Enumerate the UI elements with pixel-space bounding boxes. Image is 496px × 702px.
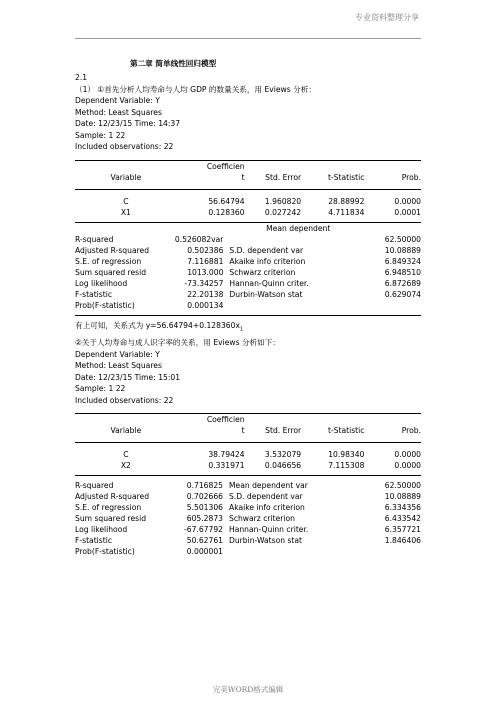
table-row: Prob(F-statistic) 0.000134 [75, 300, 224, 310]
section-number: 2.1 [75, 73, 88, 82]
table-row: X1 0.128360 0.027242 4.711834 0.0001 [120, 207, 421, 217]
variable-header: Variable [110, 172, 142, 182]
table-row: X2 0.331971 0.046656 7.115308 0.0000 [120, 461, 421, 470]
table-row: F-statistic 22.20138 Durbin-Watson stat 0.629074 [75, 289, 421, 299]
coef-header-top: Coefficien [206, 415, 245, 424]
document-body [75, 58, 421, 557]
part2-sample: Sample: 1 22 [75, 384, 126, 393]
part1-observations: Included observations: 22 [75, 142, 174, 151]
part2-dependent-variable: Dependent Variable: Y [75, 349, 160, 359]
variable-header: Variable [110, 426, 142, 435]
page-header [75, 8, 421, 39]
part2-coefficient-table [75, 414, 421, 475]
table-row: Prob(F-statistic) 0.000001 [75, 547, 223, 556]
part1-sample: Sample: 1 22 [75, 130, 126, 140]
part2-observations: Included observations: 22 [75, 395, 174, 405]
table-row: S.E. of regression 5.501306 Akaike info criterion 6.334356 [75, 503, 421, 512]
coef-header-bottom: t [241, 172, 245, 182]
mean-dep-label-top: Mean dependent [266, 223, 331, 233]
part2-method: Method: Least Squares [75, 361, 162, 370]
part1-date: Date: 12/23/15 Time: 14:37 [75, 119, 181, 128]
table-row: C 56.64794 1.960820 28.88992 0.0000 [123, 196, 421, 206]
part1-method: Method: Least Squares [75, 107, 162, 117]
table-row: Sum squared resid 1013.000 Schwarz criterion 6.948510 [75, 267, 421, 277]
coef-header-top: Coefficien [206, 161, 245, 171]
table-row: R-squared 0.716825 Mean dependent var 62.50000 [75, 481, 421, 490]
table-row: S.E. of regression 7.116881 Akaike info criterion 6.849324 [75, 256, 421, 266]
table-row: Adjusted R-squared 0.702666 S.D. dependent var 10.08889 [75, 492, 421, 501]
table-row: F-statistic 50.62761 Durbin-Watson stat 1.846406 [75, 536, 421, 545]
se-header: Std. Error [265, 426, 302, 435]
part1-bottom-rule [75, 315, 421, 316]
se-header: Std. Error [265, 172, 302, 182]
table-row: R-squared 0.526082var 62.50000 [75, 234, 421, 244]
table-row: Log likelihood -67.67792 Hannan-Quinn criter. 6.357721 [75, 525, 421, 534]
part2-mid-rule [75, 475, 421, 476]
prob-header: Prob. [401, 172, 421, 182]
prob-header: Prob. [401, 426, 421, 435]
part1-conclusion: 有上可知，关系式为 $y=56.64794+0.128360x_1$ [75, 320, 244, 333]
table-row: Adjusted R-squared 0.502386 S.D. dependent var 10.08889 [75, 245, 421, 255]
part2-intro: ②关于人均寿命与成人识字率的关系，用 Eviews 分析如下： [75, 338, 280, 347]
part1-coefficient-table [75, 161, 421, 222]
table-row: Sum squared resid 605.2873 Schwarz criterion 6.433542 [75, 514, 421, 523]
part2-date: Date: 12/23/15 Time: 15:01 [75, 372, 181, 382]
coef-header-bottom: t [241, 426, 245, 435]
chapter-title: 第二章 简单线性回归模型 [130, 59, 217, 68]
page-footer: 完美WORD格式编辑 [212, 685, 284, 694]
part1-dependent-variable: Dependent Variable: Y [75, 96, 160, 105]
header-text: 专业资料整理分享 [355, 13, 419, 22]
part2-stats-table [75, 480, 421, 557]
t-header: t-Statistic [327, 426, 365, 435]
part1-intro: （1） ①首先分析人均寿命与人均 GDP 的数量关系，用 Eviews 分析： [75, 84, 316, 94]
part1-stats-table [75, 223, 421, 315]
t-header: t-Statistic [327, 172, 365, 182]
table-row: Log likelihood -73.34257 Hannan-Quinn criter. 6.872689 [75, 278, 421, 288]
table-row: C 38.79424 3.532079 10.98340 0.0000 [123, 450, 421, 459]
